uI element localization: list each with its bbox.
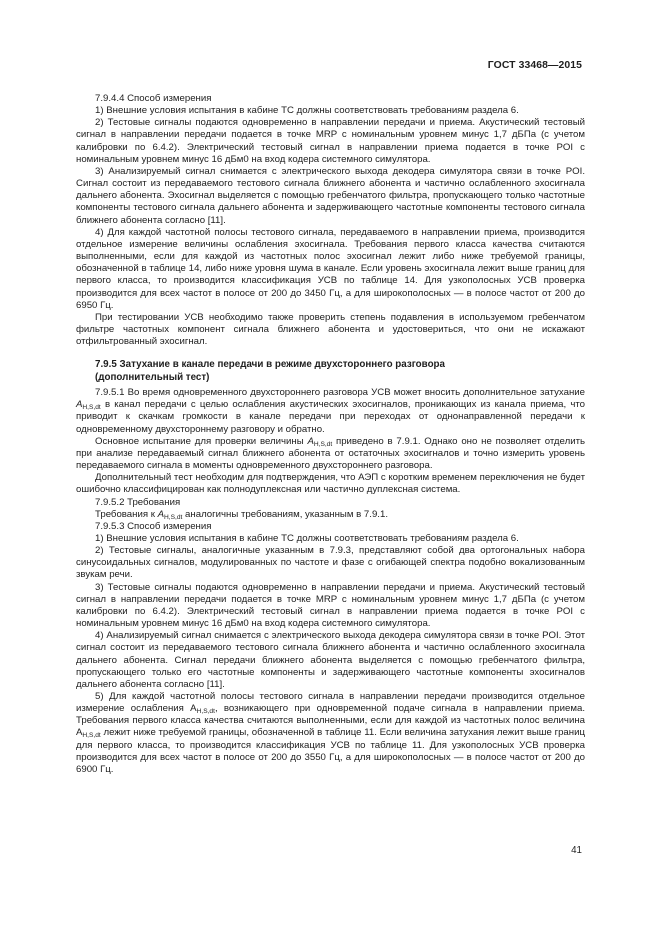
text-run: 5) Для каждой частотной полосы тестового сигнала в направлении передачи производится отдельное измерение ослабления A <box>76 691 585 715</box>
paragraph <box>76 387 585 436</box>
text-run: аналогичны требованиям, указанным в 7.9.1. <box>182 508 389 520</box>
italic-symbol: A <box>307 435 314 447</box>
text-run: 3) Тестовые сигналы подаются одновременно в направлении передачи и приема. Акустический тестовый сигнал в направлении передачи подается в точке MRP с номинальным уровнем минус 1,7 дБПа (с учетом калибровки по 6.4.2). Электрический тестовый сигнал в направлении приема подается в точке POI с номинальным уровнем минус 16 дБм0 на вход кодера системного симулятора. <box>76 581 585 630</box>
text-run: 7.9.5.3 Способ измерения <box>95 520 212 532</box>
text-run: 7.9.5.2 Требования <box>95 496 181 508</box>
text-run: 7.9.5.1 Во время одновременного двухстороннего разговора УСВ может вносить дополнительное затухание <box>95 387 585 399</box>
paragraph <box>76 93 585 105</box>
text-run: 1) Внешние условия испытания в кабине ТС должны соответствовать требованиям раздела 6. <box>95 532 519 544</box>
paragraph <box>76 533 585 545</box>
subscript: H,S,dt <box>196 708 215 716</box>
paragraph <box>76 227 585 312</box>
text-run: 7.9.4.4 Способ измерения <box>95 93 212 104</box>
paragraph <box>76 521 585 533</box>
document-body <box>76 93 585 776</box>
paragraph <box>76 545 585 581</box>
subscript: H,S,dt <box>82 732 101 740</box>
text-run: 7.9.5 Затухание в канале передачи в режиме двухстороннего разговора (дополнительный тест) <box>95 359 445 383</box>
text-run: 4) Для каждой частотной полосы тестового сигнала, передаваемого в направлении приема, производится отдельное измерение величины ослабления эхосигнала. Требования первого класса качества считаются выполненными, если для каждой из частотных полос эхосигнал лежит либо ниже требуемой границы, обозначенной в таблице 14, либо ниже уровня шума в канале. Если уровень эхосигнала лежит выше границ для первого класса, то производится классификация УСВ по таблице 14. Для узкополосных УСВ проверка производится для всех частот в полосе от 200 до 3450 Гц, а для широкополосных — в полосе частот от 200 до 6950 Гц. <box>76 226 585 311</box>
section-heading <box>95 359 585 384</box>
paragraph <box>76 582 585 631</box>
paragraph <box>76 472 585 496</box>
italic-symbol: A <box>157 508 165 520</box>
paragraph <box>76 312 585 348</box>
text-run: Требования к <box>95 508 158 520</box>
text-run: При тестировании УСВ необходимо также проверить степень подавления в используемом гребенчатом фильтре частотных компонент сигнала ближнего абонента и удостовериться, что они не искажают отфильтрованный эхосигнал. <box>76 311 585 348</box>
page-number: 41 <box>571 845 582 856</box>
paragraph <box>76 117 585 166</box>
text-run: в канал передачи с целью ослабления акустических эхосигналов, проникающих из канала приема, что приводит к скачкам громкости в канале передачи при переходах от однонаправленной передачи к одновременному двухстороннему разговору и обратно. <box>76 399 585 435</box>
document-id: ГОСТ 33468—2015 <box>487 60 582 71</box>
text-run: лежит ниже требуемой границы, обозначенной в таблице 11. Если величина затухания лежит выше границ для первого класса, то производится классификация УСВ по таблице 11. Для узкополосных УСВ проверка производится для всех частот в полосе от 200 до 3550 Гц, а для широкополосных — в полосе частот от 200 до 6900 Гц. <box>76 727 585 775</box>
paragraph <box>76 691 585 776</box>
paragraph <box>76 497 585 509</box>
text-run: 3) Анализируемый сигнал снимается с электрического выхода декодера симулятора связи в точке POI. Сигнал состоит из передаваемого тестового сигнала ближнего абонента и частично ослабленного эхосигнала дальнего абонента. Эхосигнал выделяется с помощью гребенчатого фильтра, пропускающего только частотные компоненты тестового сигнала дальнего абонента и задерживающего частотные компоненты тестового сигнала ближнего абонента согласно [11]. <box>76 165 585 226</box>
text-run: , возникающего при одновременной подаче сигнала в направлении приема. Требования первого класса качества считаются выполненными, если для каждой из частотных полос величина A <box>76 703 585 739</box>
text-run: приведено в 7.9.1. Однако оно не позволяет отделить при анализе передаваемый сигнал ближнего абонента от остаточных эхосигналов и точно измерить уровень передаваемого сигнала в моменты одновременного двухстороннего разговора. <box>76 435 585 472</box>
paragraph <box>76 105 585 117</box>
text-run: Основное испытание для проверки величины <box>95 435 308 447</box>
text-run: 1) Внешние условия испытания в кабине ТС должны соответствовать требованиям раздела 6. <box>95 105 519 117</box>
paragraph <box>76 630 585 691</box>
italic-symbol: A <box>76 399 83 411</box>
subscript: H,S,dt <box>313 440 333 448</box>
text-run: Дополнительный тест необходим для подтверждения, что АЭП с коротким временем переключения не будет ошибочно классифицирован как полнодуплексная или частично дуплексная система. <box>76 472 585 496</box>
subscript: H,S,dt <box>164 513 183 521</box>
subscript: H,S,dt <box>82 404 101 412</box>
paragraph <box>76 436 585 472</box>
text-run: 2) Тестовые сигналы подаются одновременно в направлении передачи и приема. Акустический тестовый сигнал в направлении передачи подается в точке MRP с номинальным уровнем минус 1,7 дБПа (с учетом калибровки по 6.4.2). Электрический тестовый сигнал в направлении приема подается в точке POI с номинальным уровнем минус 16 дБм0 на вход кодера системного симулятора. <box>76 117 585 165</box>
text-run: 2) Тестовые сигналы, аналогичные указанным в 7.9.3, представляют собой два ортогональных набора синусоидальных сигналов, модулированных по частоте и фазе с огибающей спектра подобно вокализованным звукам речи. <box>76 545 585 581</box>
paragraph <box>76 509 585 521</box>
paragraph <box>76 166 585 227</box>
text-run: 4) Анализируемый сигнал снимается с электрического выхода декодера симулятора связи в точке POI. Этот сигнал состоит из передаваемого тестового сигнала ближнего абонента и частично ослабленного эхосигнала дальнего абонента. Сигнал передачи ближнего абонента выделяется с помощью гребенчатого фильтра, пропускающего только его частотные компоненты и задерживающего частотные компоненты эхосигналов дальнего абонента согласно [11]. <box>76 630 585 690</box>
